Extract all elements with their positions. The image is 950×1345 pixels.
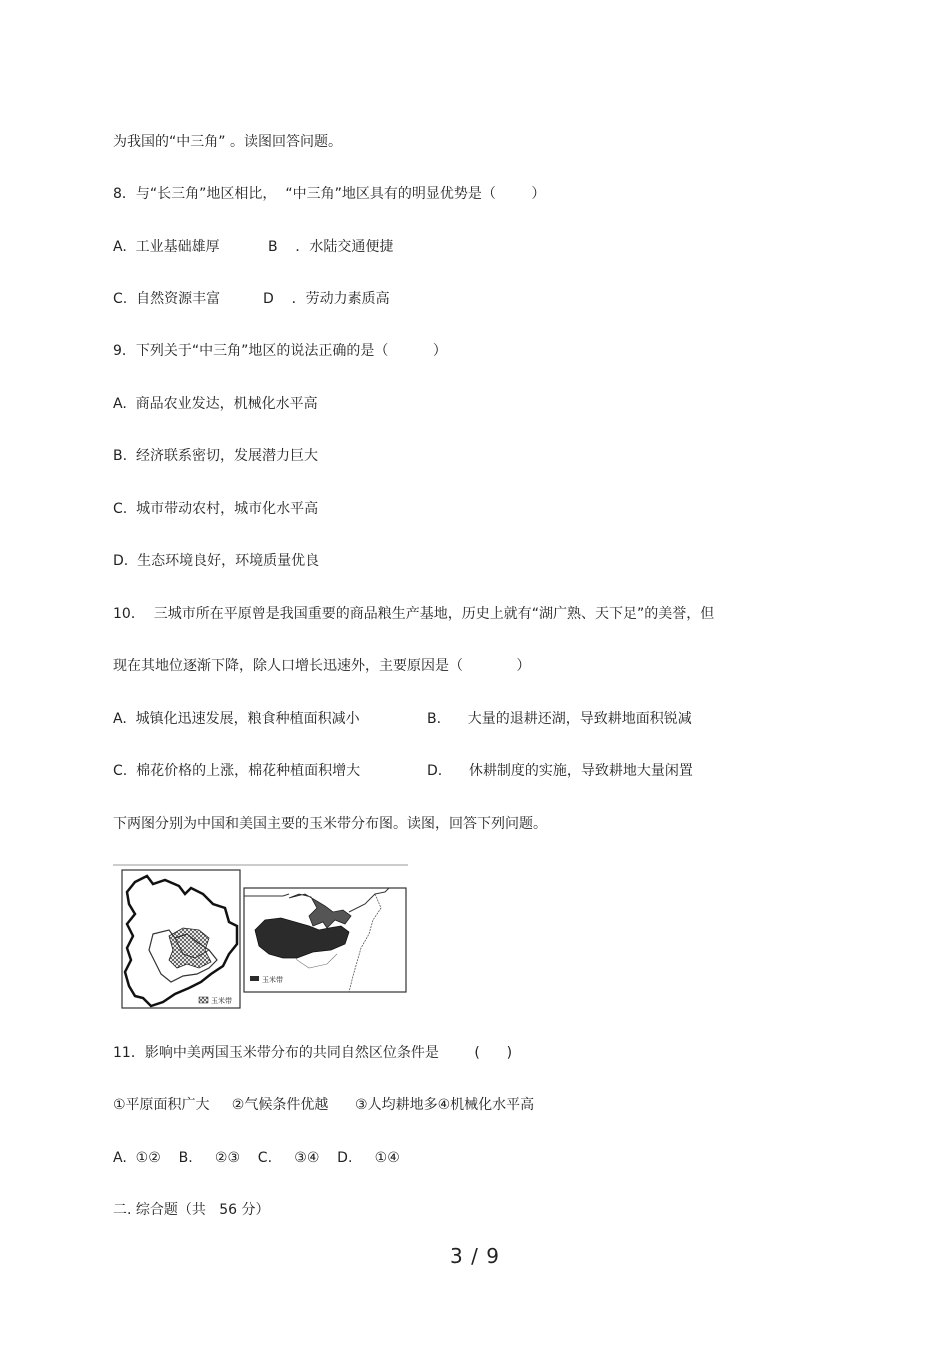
question-8-option-d: D ．劳动力素质高 xyxy=(263,291,390,307)
question-11-stem: 11．影响中美两国玉米带分布的共同自然区位条件是 ( ) xyxy=(113,1045,513,1061)
question-11-options: A. ①② B. ②③ C. ③④ D. ①④ xyxy=(113,1150,400,1166)
question-11-conditions: ①平原面积广大 ②气候条件优越 ③人均耕地多④机械化水平高 xyxy=(113,1097,535,1113)
corn-belt-maps-figure xyxy=(113,864,408,1010)
usa-legend-label: 玉米带 xyxy=(262,976,283,984)
question-10-option-d: D. 休耕制度的实施，导致耕地大量闲置 xyxy=(427,763,693,779)
china-legend-label: 玉米带 xyxy=(211,997,232,1005)
question-10-option-c: C. 棉花价格的上涨，棉花种植面积增大 xyxy=(113,763,361,779)
question-9-option-b: B. 经济联系密切，发展潜力巨大 xyxy=(113,448,318,464)
china-legend-swatch xyxy=(199,997,208,1003)
question-9-option-a: A. 商品农业发达，机械化水平高 xyxy=(113,396,318,412)
intro-text: 为我国的“中三角” 。读图回答问题。 xyxy=(113,134,342,150)
question-10-option-a: A. 城镇化迅速发展，粮食种植面积减小 xyxy=(113,711,360,727)
question-8-option-a: A. 工业基础雄厚 xyxy=(113,239,220,255)
question-8-option-b: B ．水陆交通便捷 xyxy=(268,239,394,255)
question-8-option-c: C. 自然资源丰富 xyxy=(113,291,221,307)
question-9-option-d: D. 生态环境良好，环境质量优良 xyxy=(113,553,320,569)
usa-legend-swatch xyxy=(250,976,259,981)
section-2-heading: 二. 综合题（共 56 分） xyxy=(113,1202,270,1218)
figure-intro-text: 下两图分别为中国和美国主要的玉米带分布图。读图，回答下列问题。 xyxy=(113,816,547,832)
page-number: 3 / 9 xyxy=(450,1244,500,1268)
question-10-option-b: B. 大量的退耕还湖，导致耕地面积锐减 xyxy=(427,711,692,727)
corn-belt-maps-svg xyxy=(113,864,408,1010)
question-10-stem-line2: 现在其地位逐渐下降，除人口增长迅速外，主要原因是（ ） xyxy=(113,658,531,674)
question-9-stem: 9．下列关于“中三角”地区的说法正确的是（ ） xyxy=(113,343,447,359)
question-9-option-c: C. 城市带动农村，城市化水平高 xyxy=(113,501,319,517)
question-10-stem-line1: 10． 三城市所在平原曾是我国重要的商品粮生产基地，历史上就有“湖广熟、天下足”的美誉，但 xyxy=(113,606,715,622)
question-8-stem: 8．与“长三角”地区相比， “中三角”地区具有的明显优势是（ ） xyxy=(113,186,546,202)
